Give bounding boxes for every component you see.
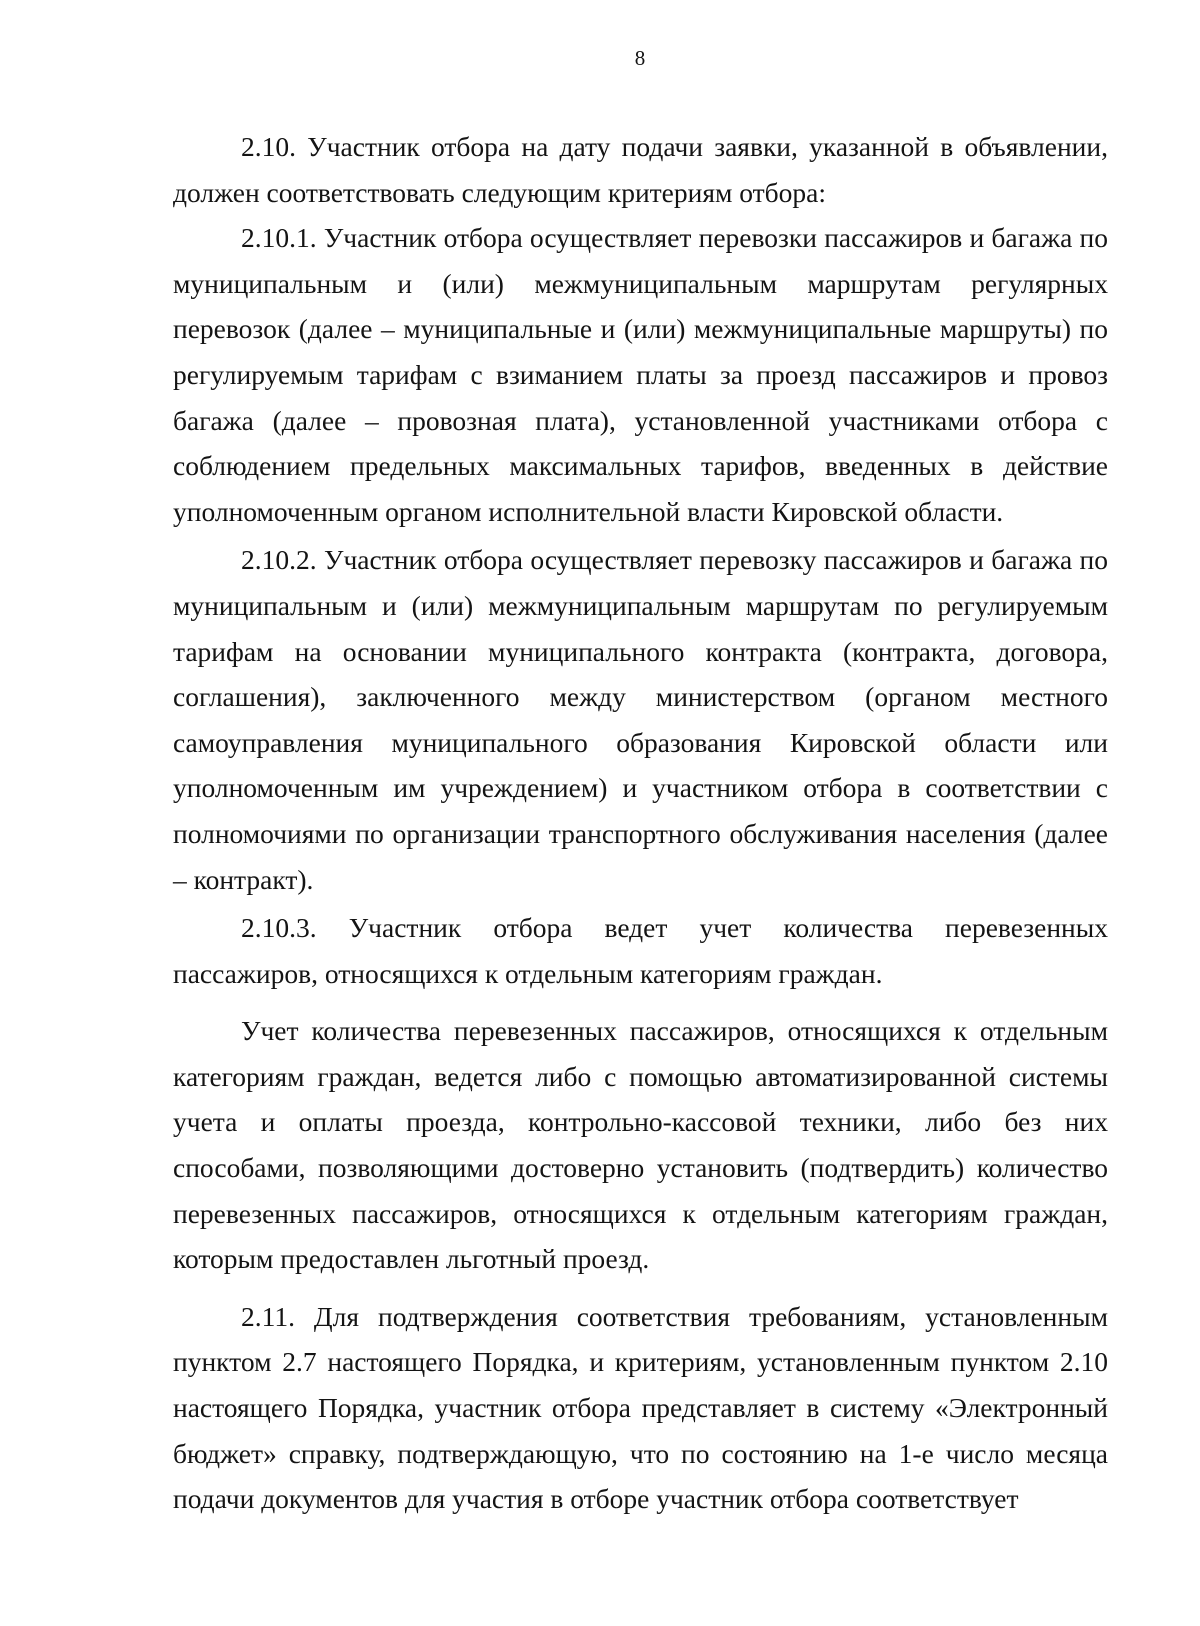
paragraph-2-10-3: 2.10.3. Участник отбора ведет учет количества перевезенных пассажиров, относящихся к отдельным категориям граждан. — [173, 912, 1108, 989]
document-body — [173, 124, 1108, 1522]
paragraph-accounting: Учет количества перевезенных пассажиров, относящихся к отдельным категориям граждан, ведется либо с помощью автоматизированной системы учета и оплаты проезда, контрольно-кассовой техники, либо без них способами, позволяющими достоверно установить (подтвердить) количество перевезенных пассажиров, относящихся к отдельным категориям граждан, которым предоставлен льготный проезд. — [173, 1015, 1108, 1275]
page-number: 8 — [634, 46, 646, 70]
paragraph-2-10: 2.10. Участник отбора на дату подачи заявки, указанной в объявлении, должен соответствовать следующим критериям отбора: — [173, 131, 1108, 208]
paragraph-2-10-1: 2.10.1. Участник отбора осуществляет перевозки пассажиров и багажа по муниципальным и (или) межмуниципальным маршрутам регулярных перевозок (далее – муниципальные и (или) межмуниципальные маршруты) по регулируемым тарифам с взиманием платы за проезд пассажиров и провоз багажа (далее – провозная плата), установленной участниками отбора с соблюдением предельных максимальных тарифов, введенных в действие уполномоченным органом исполнительной власти Кировской области. — [173, 222, 1108, 527]
paragraph-2-11: 2.11. Для подтверждения соответствия требованиям, установленным пунктом 2.7 настоящего Порядка, и критериям, установленным пунктом 2.10 настоящего Порядка, участник отбора представляет в систему «Электронный бюджет» справку, подтверждающую, что по состоянию на 1-е число месяца подачи документов для участия в отборе участник отбора соответствует — [173, 1300, 1108, 1515]
paragraph-2-10-2: 2.10.2. Участник отбора осуществляет перевозку пассажиров и багажа по муниципальным и (или) межмуниципальным маршрутам по регулируемым тарифам на основании муниципального контракта (контракта, договора, соглашения), заключенного между министерством (органом местного самоуправления муниципального образования Кировской области или уполномоченным им учреждением) и участником отбора в соответствии с полномочиями по организации транспортного обслуживания населения (далее – контракт). — [173, 544, 1108, 895]
